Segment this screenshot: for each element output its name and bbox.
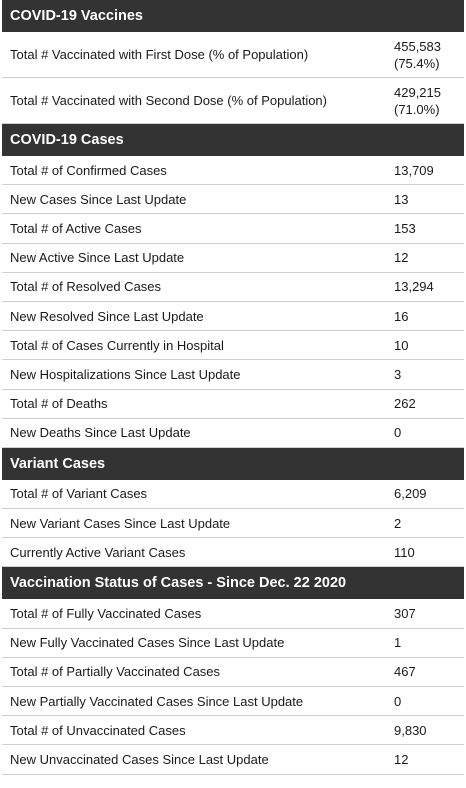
table-row — [2, 156, 464, 185]
table-row — [2, 745, 464, 774]
table-row — [2, 302, 464, 331]
row-value: 12 — [394, 751, 409, 767]
row-label: New Unvaccinated Cases Since Last Update — [10, 751, 269, 767]
table-row — [2, 360, 464, 389]
row-label: Total # of Confirmed Cases — [10, 162, 167, 178]
table-row — [2, 32, 464, 78]
row-label: Total # of Resolved Cases — [10, 279, 162, 295]
row-label: New Resolved Since Last Update — [10, 308, 204, 324]
row-value: 467 — [394, 664, 416, 680]
section-vaccination-status — [2, 567, 464, 774]
row-value — [394, 38, 464, 72]
row-value: 13 — [394, 191, 409, 207]
row-value: 1 — [394, 635, 402, 651]
section-cases — [2, 124, 464, 448]
row-label: New Hospitalizations Since Last Update — [10, 366, 241, 382]
row-value: 12 — [394, 250, 409, 266]
table-row — [2, 185, 464, 214]
row-label: Total # of Variant Cases — [10, 486, 148, 502]
section-header: COVID-19 Cases — [2, 124, 464, 156]
row-label: Total # of Unvaccinated Cases — [10, 722, 186, 738]
row-value: 6,209 — [394, 486, 427, 502]
row-value: 262 — [394, 396, 416, 412]
row-value-count: 429,215 — [394, 84, 441, 100]
table-row — [2, 629, 464, 658]
row-value: 2 — [394, 515, 402, 531]
table-row — [2, 214, 464, 243]
row-value: 110 — [394, 544, 415, 560]
row-value: 10 — [394, 337, 409, 353]
row-value-count: 455,583 — [394, 38, 441, 54]
row-label: Total # of Partially Vaccinated Cases — [10, 664, 221, 680]
row-label: New Cases Since Last Update — [10, 191, 187, 207]
covid-stats-table — [2, 0, 464, 775]
table-row — [2, 244, 464, 273]
row-label: Total # of Deaths — [10, 396, 108, 412]
row-label: New Active Since Last Update — [10, 250, 185, 266]
row-value — [394, 84, 464, 118]
row-value: 9,830 — [394, 722, 427, 738]
row-label: Total # of Cases Currently in Hospital — [10, 337, 224, 353]
table-row — [2, 658, 464, 687]
row-label: Currently Active Variant Cases — [10, 544, 186, 560]
row-value: 0 — [394, 425, 402, 441]
table-row — [2, 331, 464, 360]
row-value: 16 — [394, 308, 409, 324]
table-row — [2, 480, 464, 509]
section-header: Variant Cases — [2, 448, 464, 480]
section-header: COVID-19 Vaccines — [2, 0, 464, 32]
table-row — [2, 390, 464, 419]
table-row — [2, 78, 464, 124]
row-value: 13,709 — [394, 162, 434, 178]
row-label: Total # Vaccinated with Second Dose (% of Population) — [10, 93, 327, 108]
table-row — [2, 687, 464, 716]
row-label: Total # of Active Cases — [10, 220, 142, 236]
table-row — [2, 716, 464, 745]
row-value: 3 — [394, 366, 402, 382]
row-value: 153 — [394, 220, 416, 236]
table-row — [2, 273, 464, 302]
row-label: Total # Vaccinated with First Dose (% of Population) — [10, 47, 309, 62]
section-variant-cases — [2, 448, 464, 568]
section-header: Vaccination Status of Cases - Since Dec. 22 2020 — [2, 567, 464, 599]
row-label: Total # of Fully Vaccinated Cases — [10, 606, 202, 622]
table-row — [2, 599, 464, 628]
row-value: 0 — [394, 693, 402, 709]
table-row — [2, 538, 464, 567]
row-label: New Partially Vaccinated Cases Since Last Update — [10, 693, 304, 709]
row-value-percent: (71.0%) — [394, 101, 440, 117]
table-row — [2, 509, 464, 538]
row-value: 13,294 — [394, 279, 434, 295]
row-value: 307 — [394, 606, 416, 622]
row-label: New Fully Vaccinated Cases Since Last Update — [10, 635, 285, 651]
table-row — [2, 419, 464, 448]
row-label: New Variant Cases Since Last Update — [10, 515, 231, 531]
row-label: New Deaths Since Last Update — [10, 425, 191, 441]
row-value-percent: (75.4%) — [394, 55, 440, 71]
section-vaccines — [2, 0, 464, 124]
